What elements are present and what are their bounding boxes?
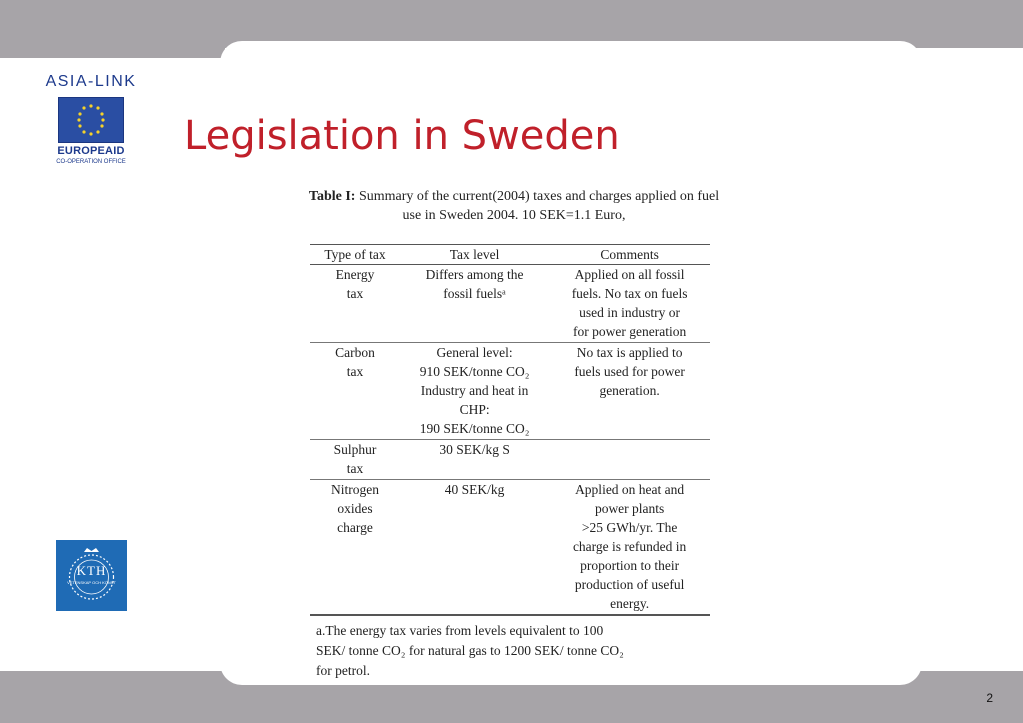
cell-line: tax	[346, 364, 364, 379]
cell-line: fuels. No tax on fuels	[571, 286, 688, 301]
europeaid-wordmark: EUROPEAID	[57, 145, 125, 157]
cell-line: energy.	[610, 596, 650, 611]
cell-line: Applied on heat and	[575, 482, 685, 497]
table-footnote	[316, 621, 704, 681]
page-title: Legislation in Sweden	[184, 112, 620, 159]
cell-line: generation.	[599, 383, 660, 398]
footnote-line: a.The energy tax varies from levels equivalent to 100	[316, 623, 604, 638]
cell-tax-level	[400, 265, 549, 343]
cell-line: used in industry or	[579, 305, 681, 320]
cell-comments	[549, 440, 710, 480]
table-row	[310, 343, 710, 440]
cell-line: production of useful	[574, 577, 685, 592]
cell-comments	[549, 480, 710, 616]
cell-tax-level	[400, 440, 549, 480]
cell-type-of-tax	[310, 265, 400, 343]
table-caption	[308, 187, 720, 225]
header-tax-level: Tax level	[400, 245, 549, 265]
cell-line: Applied on all fossil	[574, 267, 685, 282]
kth-motto: VETENSKAP OCH KONST	[67, 580, 116, 585]
cell-line: fuels used for power	[574, 364, 685, 379]
cell-line: for power generation	[573, 324, 687, 339]
page-number: 2	[986, 691, 993, 705]
cell-line: fossil fuelsᵃ	[443, 286, 506, 301]
tax-table-body	[310, 265, 710, 616]
cell-line: Nitrogen	[330, 482, 379, 497]
cell-line: General level:	[436, 345, 513, 360]
cell-line: No tax is applied to	[576, 345, 683, 360]
table-caption-text: Summary of the current(2004) taxes and charges applied on fuel use in Sweden 2004. 10 SEK=1.1 Euro,	[355, 189, 720, 223]
header-type-of-tax: Type of tax	[310, 245, 400, 265]
cell-line: 910 SEK/tonne CO₂	[419, 364, 530, 379]
cell-line: 30 SEK/kg S	[439, 442, 510, 457]
tax-table-figure	[300, 183, 728, 685]
footnote-line: SEK/ tonne CO₂ for natural gas to 1200 SEK/ tonne CO₂	[316, 643, 624, 658]
cell-comments	[549, 265, 710, 343]
cell-type-of-tax	[310, 480, 400, 616]
table-row	[310, 440, 710, 480]
asia-link-wordmark: ASIA-LINK	[45, 73, 137, 90]
cell-line: tax	[346, 461, 364, 476]
cell-type-of-tax	[310, 440, 400, 480]
cooperation-office-text: CO-OPERATION OFFICE	[56, 159, 126, 165]
kth-wordmark: KTH	[76, 563, 107, 578]
cell-line: proportion to their	[580, 558, 680, 573]
footnote-line: for petrol.	[316, 663, 370, 678]
cell-tax-level	[400, 480, 549, 616]
header-comments: Comments	[549, 245, 710, 265]
asia-link-logo	[42, 73, 140, 173]
cell-line: 190 SEK/tonne CO₂	[419, 421, 530, 436]
table-row	[310, 480, 710, 616]
cell-line: power plants	[594, 501, 665, 516]
cell-comments	[549, 343, 710, 440]
cell-line: oxides	[337, 501, 373, 516]
cell-line: charge	[337, 520, 373, 535]
cell-line: 40 SEK/kg	[444, 482, 505, 497]
cell-tax-level	[400, 343, 549, 440]
tax-table	[310, 244, 710, 616]
cell-line: Differs among the	[425, 267, 524, 282]
cell-line: Energy	[335, 267, 375, 282]
table-caption-label: Table I:	[308, 189, 356, 204]
cell-line: tax	[346, 286, 364, 301]
cell-line: Industry and heat in	[420, 383, 529, 398]
cell-type-of-tax	[310, 343, 400, 440]
eu-flag-icon	[58, 97, 124, 143]
kth-logo	[56, 540, 127, 611]
cell-line: Sulphur	[333, 442, 377, 457]
cell-line: CHP:	[459, 402, 490, 417]
header-band-left	[0, 38, 225, 58]
cell-line: >25 GWh/yr. The	[581, 520, 678, 535]
cell-line: charge is refunded in	[572, 539, 687, 554]
cell-line: Carbon	[335, 345, 375, 360]
table-row	[310, 265, 710, 343]
